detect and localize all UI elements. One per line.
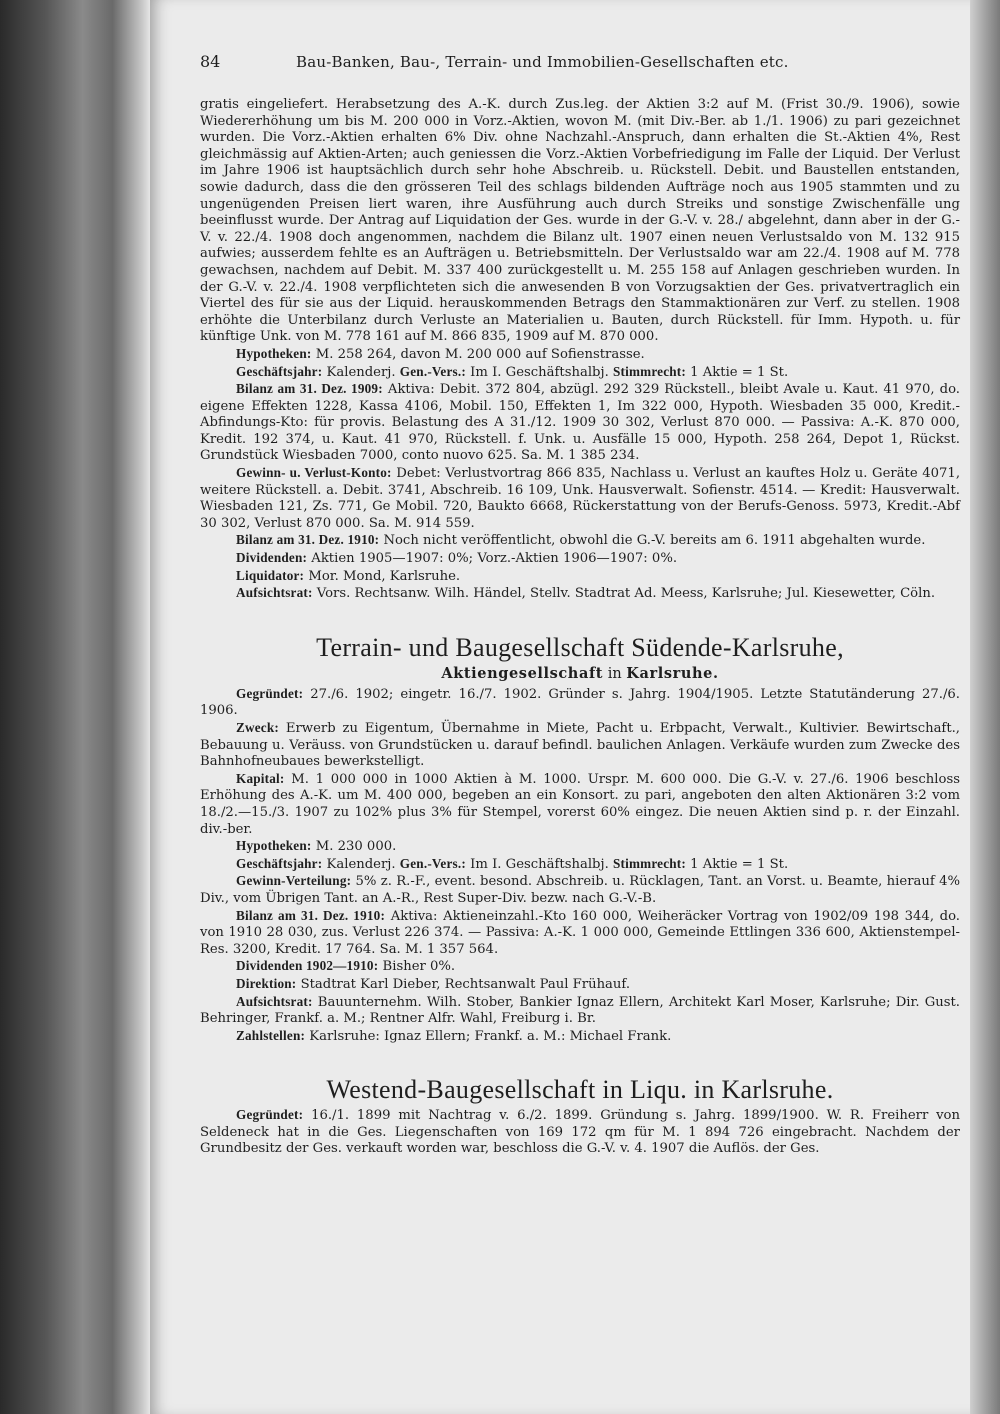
entry-geschaeftsjahr-2 — [200, 856, 960, 874]
label-kapital: Kapital: — [236, 770, 285, 786]
text-aufsichtsrat-2: Bauunternehm. Wilh. Stober, Bankier Ignaz Ellern, Architekt Karl Moser, Karlsruhe; Dir. Gust. Behringer, Frankf. a. M.; Rentner Alfr. Wahl, Freiburg i. Br. — [200, 994, 960, 1027]
text-dividenden: Aktien 1905—1907: 0%; Vorz.-Aktien 1906—1907: 0%. — [311, 551, 678, 567]
label-geschaeftsjahr-2: Geschäftsjahr: — [236, 855, 323, 871]
entry-hypotheken-2 — [200, 838, 960, 856]
text-bilanz-1910-2: Aktiva: Aktieneinzahl.-Kto 160 000, Weiheräcker Vortrag von 1902/09 198 344, do. von 1910 28 030, zus. Verlust 226 374. — Passiva: A.-K. 1 000 000, Gemeinde Ettlingen 336 600, Aktienstempel-Res. 3200, Kredit. 17 764. Sa. M. 1 357 564. — [200, 908, 960, 957]
company-title-suedende: Terrain- und Baugesellschaft Südende-Karlsruhe, — [316, 632, 844, 662]
text-direktion: Stadtrat Karl Dieber, Rechtsanwalt Paul Frühauf. — [300, 976, 631, 992]
text-stimmrecht-2: 1 Aktie = 1 St. — [690, 856, 789, 872]
section-westend-continued — [200, 97, 960, 603]
label-gegruendet-3: Gegründet: — [236, 1107, 304, 1123]
page-number: 84 — [200, 52, 221, 71]
company-subtitle-suedende — [200, 665, 960, 682]
running-head — [200, 52, 960, 71]
label-direktion: Direktion: — [236, 975, 297, 991]
entry-direktion — [200, 976, 960, 994]
text-liquidator: Mor. Mond, Karlsruhe. — [308, 568, 461, 584]
intro-paragraph: gratis eingeliefert. Herabsetzung des A.-K. durch Zus.leg. der Aktien 3:2 auf M. (Frist 30./9. 1906), sowie Wiedererhöhung um bis M. 200 000 in Vorz.-Aktien, wovon M. (mit Div.-Ber. ab 1./1. 1906) zu pari gezeichnet wurden. Die Vorz.-Aktien erhalten 6% Div. ohne Nachzahl.-Anspruch, dann erhalten die St.-Aktien 4%, Rest gleichmässig auf Aktien-Arten; auch geniessen die Vorz.-Aktien Vorbefriedigung im Falle der Liquid. Der Verlust im Jahre 1906 ist hauptsächlich durch sehr hohe Abschreib. u. Rückstell. Debit. und Baustellen entstanden, sowie dadurch, dass die den grösseren Teil des schlags bildenden Aufträge noch aus 1905 stammten und zu ungenügenden Preisen liert waren, ihre Ausführung auch durch Streiks und sonstige Zwischenfälle ung beeinflusst wurde. Der Antrag auf Liquidation der Ges. wurde in der G.-V. v. 28./ abgelehnt, dann aber in der G.-V. v. 22./4. 1908 doch angenommen, nachdem die Bilanz ult. 1907 einen neuen Verlustsaldo von M. 132 915 aufwies; ausserdem fehlte es an Aufträgen u. Betriebsmitteln. Der Verlustsaldo war am 22./4. 1908 auf M. 778 gewachsen, nachdem auf Debit. M. 337 400 zurückgestellt u. M. 255 158 auf Anlagen geschrieben wurden. In der G.-V. v. 22./4. 1908 verpflichteten sich die anwesenden B von Vorzugsaktien der Ges. privatvertraglich ein Viertel des für sie aus der Liquid. herauskommenden Betrags den Stammaktionären zur Verf. zu stellen. 1908 erhöhte die Unterbilanz durch Verluste an Materialien u. Bauten, durch Rückstell. für Imm. Hypoth. u. für künftige Unk. von M. 778 161 auf M. 866 835, 1909 auf M. 870 000. — [200, 97, 960, 345]
label-hypotheken-2: Hypotheken: — [236, 838, 312, 854]
entry-bilanz-1910 — [200, 532, 960, 550]
text-hypotheken: M. 258 264, davon M. 200 000 auf Sofienstrasse. — [315, 346, 645, 362]
section-suedende — [200, 633, 960, 1045]
label-genvers-2: Gen.-Vers.: — [399, 855, 466, 871]
entry-bilanz-1909 — [200, 381, 960, 465]
entry-liquidator — [200, 568, 960, 586]
text-zweck: Erwerb zu Eigentum, Übernahme in Miete, Pacht u. Erbpacht, Verwalt., Kultivier. Bewirtschaft., Bebauung u. Veräuss. von Grundstücken u. darauf befindl. baulichen Anlagen. Verkäufe wurden zum Zwecke des Bahnhofneubaues bewerkstelligt. — [200, 721, 960, 770]
label-bilanz-1909: Bilanz am 31. Dez. 1909: — [236, 381, 383, 397]
text-genvers: Im I. Geschäftshalbj. — [470, 364, 609, 380]
entry-zahlstellen — [200, 1028, 960, 1046]
label-geschaeftsjahr: Geschäftsjahr: — [236, 363, 323, 379]
running-title: Bau-Banken, Bau-, Terrain- und Immobilien-Gesellschaften etc. — [296, 53, 789, 71]
text-dividenden-2: Bisher 0%. — [382, 959, 456, 975]
entry-gewinnverteilung — [200, 873, 960, 907]
entry-aufsichtsrat-2 — [200, 994, 960, 1028]
subtitle-in: in — [607, 665, 622, 682]
text-gegruendet: 27./6. 1902; eingetr. 16./7. 1902. Gründer s. Jahrg. 1904/1905. Letzte Statutänderung 27./6. 1906. — [200, 686, 960, 719]
text-genvers-2: Im I. Geschäftshalbj. — [470, 856, 609, 872]
label-gegruendet: Gegründet: — [236, 685, 304, 701]
entry-guv — [200, 465, 960, 532]
text-gegruendet-3: 16./1. 1899 mit Nachtrag v. 6./2. 1899. Gründung s. Jahrg. 1899/1900. W. R. Freiherr von Seldeneck hat in die Ges. Liegenschaften von 169 172 qm für M. 1 894 726 eingebracht. Nachdem der Grundbesitz der Ges. verkauft worden war, beschloss die G.-V. v. 4. 1907 die Auflös. der Ges. — [200, 1108, 960, 1157]
text-geschaeftsjahr-2: Kalenderj. — [326, 856, 396, 872]
entry-gegruendet-3 — [200, 1107, 960, 1158]
label-stimmrecht: Stimmrecht: — [612, 363, 686, 379]
label-stimmrecht-2: Stimmrecht: — [612, 855, 686, 871]
text-hypotheken-2: M. 230 000. — [315, 839, 397, 855]
label-bilanz-1910: Bilanz am 31. Dez. 1910: — [236, 532, 380, 548]
label-aufsichtsrat: Aufsichtsrat: — [236, 585, 313, 601]
label-zweck: Zweck: — [236, 720, 279, 735]
entry-bilanz-1910-2 — [200, 908, 960, 959]
label-dividenden: Dividenden: — [236, 550, 308, 566]
label-genvers: Gen.-Vers.: — [399, 363, 466, 379]
subtitle-city: Karlsruhe. — [626, 664, 719, 682]
label-dividenden-2: Dividenden 1902—1910: — [236, 958, 379, 974]
text-gewinnverteilung: 5% z. R.-F., event. besond. Abschreib. u. Rücklagen, Tant. an Vorst. u. Beamte, hierauf 4% Div., vom Übrigen Tant. an A.-R., Rest Super-Div. bezw. nach G.-V.-B. — [200, 874, 960, 906]
label-aufsichtsrat-2: Aufsichtsrat: — [236, 993, 313, 1009]
text-kapital: M. 1 000 000 in 1000 Aktien à M. 1000. Urspr. M. 600 000. Die G.-V. v. 27./6. 1906 beschloss Erhöhung des A.-K. um M. 400 000, begeben an ein Konsort. zu pari, angeboten den alten Aktionären 3:2 vom 18./2.—15./3. 1907 zu 102% plus 3% für Stempel, vorerst 60% eingez. Die neuen Aktien sind p. r. der Einzahl. div.-ber. — [200, 771, 960, 837]
company-title-westend: Westend-Baugesellschaft in Liqu. in Karlsruhe. — [326, 1075, 834, 1105]
label-bilanz-1910-2: Bilanz am 31. Dez. 1910: — [236, 907, 386, 923]
label-guv: Gewinn- u. Verlust-Konto: — [236, 465, 392, 481]
scanned-page — [150, 0, 970, 1414]
text-aufsichtsrat: Vors. Rechtsanw. Wilh. Händel, Stellv. Stadtrat Ad. Meess, Karlsruhe; Jul. Kiesewetter, Cöln. — [316, 586, 936, 602]
text-stimmrecht: 1 Aktie = 1 St. — [690, 364, 789, 380]
label-gewinnverteilung: Gewinn-Verteilung: — [236, 873, 352, 889]
label-hypotheken: Hypotheken: — [236, 345, 312, 361]
label-liquidator: Liquidator: — [236, 567, 305, 583]
entry-aufsichtsrat — [200, 585, 960, 603]
text-geschaeftsjahr: Kalenderj. — [326, 364, 396, 380]
page-content — [200, 52, 960, 1158]
entry-hypotheken — [200, 346, 960, 364]
subtitle-form: Aktiengesellschaft — [441, 664, 604, 682]
entry-dividenden-2 — [200, 958, 960, 976]
text-bilanz-1909: Aktiva: Debit. 372 804, abzügl. 292 329 Rückstell., bleibt Avale u. Kaut. 41 970, do. eigene Effekten 1228, Kassa 4106, Mobil. 150, Effekten 1, Im 322 000, Hypoth. Wiesbaden 35 000, Kredit.-Abfindungs-Kto: für provis. Belastung des A 31./12. 1909 30 302, Verlust 870 000. — Passiva: A.-K. 870 000, Kredit. 192 374, u. Kaut. 41 970, Rückstell. f. Unk. u. Ausfälle 15 000, Hypoth. 258 264, Depot 1, Rückst. Grundstück Wiesbaden 7000, conto nuovo 625. Sa. M. 1 385 234. — [200, 382, 960, 464]
entry-gegruendet — [200, 686, 960, 720]
section-westend — [200, 1075, 960, 1158]
entry-dividenden — [200, 550, 960, 568]
text-guv: Debet: Verlustvortrag 866 835, Nachlass u. Verlust an kauftes Holz u. Geräte 4071, weitere Rückstell. a. Debit. 3741, Abschreib. 16 109, Unk. Hausverwalt. Sofienstr. 4514. — Kredit: Hausverwalt. Wiesbaden 121, Zs. 771, Ge Mobil. 720, Baukto 6668, Rückerstattung von der Berufs-Genoss. 5973, Kredit.-Abf 30 302, Verlust 870 000. Sa. M. 914 559. — [200, 466, 961, 531]
text-zahlstellen: Karlsruhe: Ignaz Ellern; Frankf. a. M.: Michael Frank. — [309, 1028, 672, 1044]
text-bilanz-1910: Noch nicht veröffentlicht, obwohl die G.-V. bereits am 6. 1911 abgehalten wurde. — [383, 533, 926, 549]
book-spine — [0, 0, 150, 1414]
entry-kapital — [200, 771, 960, 838]
entry-zweck — [200, 720, 960, 771]
entry-geschaeftsjahr — [200, 364, 960, 382]
next-page-edge — [970, 0, 1000, 1414]
label-zahlstellen: Zahlstellen: — [236, 1027, 306, 1043]
